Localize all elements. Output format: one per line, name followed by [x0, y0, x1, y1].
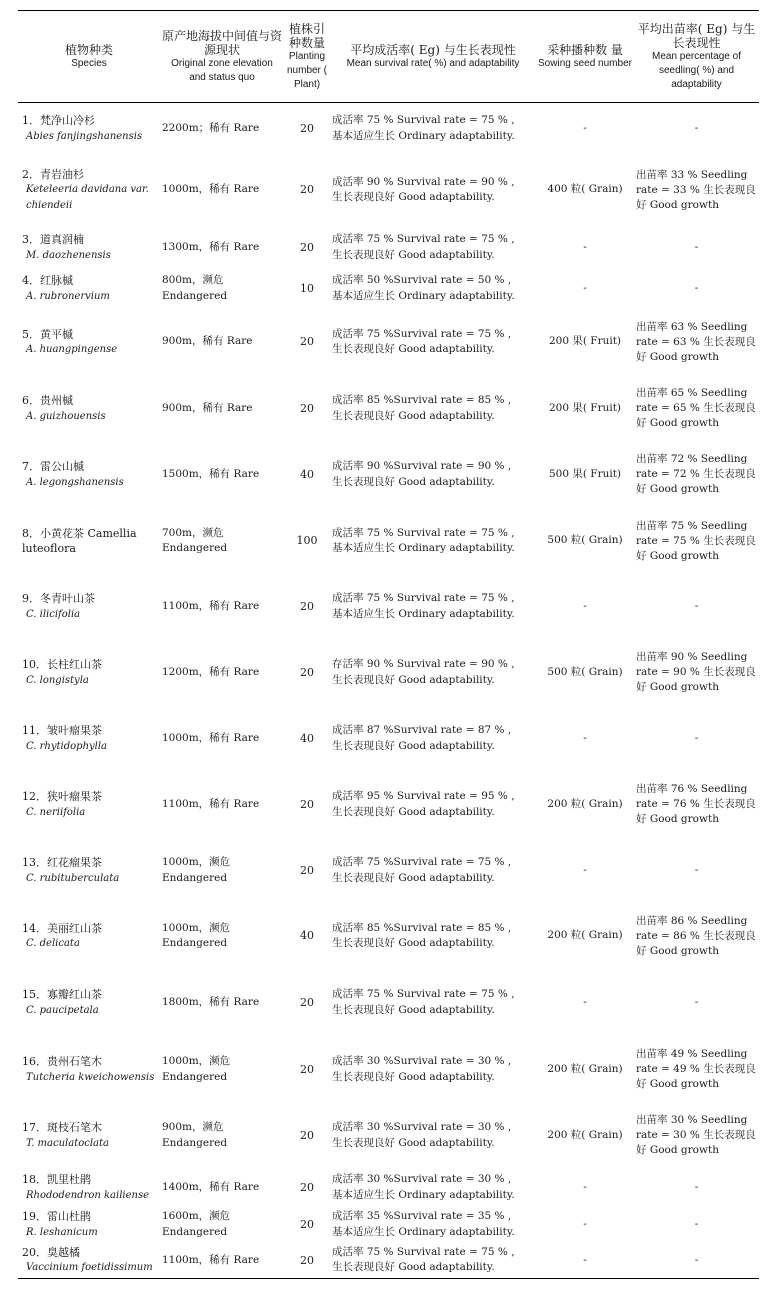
zone-cell	[160, 270, 284, 308]
species-chinese-name: 1．梵净山冷杉	[22, 114, 95, 128]
species-latin-name: C. neriifolia	[26, 806, 86, 818]
table-row	[18, 441, 759, 509]
zone-status-english: Endangered	[162, 1225, 228, 1238]
planting-number: 20	[300, 1180, 314, 1194]
species-latin-name: A. guizhouensis	[26, 410, 106, 422]
species-latin-name: Abies fanjingshanensis	[26, 130, 143, 142]
survival-adaptability: 生长表现良好 Good adaptability.	[332, 248, 495, 261]
seedling-cell: 出苗率 65 % Seedling rate = 65 % 生长表现良好 Good growth	[636, 387, 756, 429]
survival-adaptability: 基本适应生长 Ordinary adaptability.	[332, 1188, 515, 1201]
planting-number: 20	[300, 995, 314, 1009]
planting-number: 20	[300, 240, 314, 254]
table-row	[18, 103, 759, 155]
planting-number: 10	[300, 281, 314, 295]
survival-cell	[330, 270, 536, 308]
table-row	[18, 640, 759, 706]
species-latin-name: C. delicata	[26, 938, 80, 949]
survival-adaptability: 生长表现良好 Good adaptability.	[332, 409, 495, 422]
survival-adaptability: 生长表现良好 Good adaptability.	[332, 937, 495, 949]
sowing-seed-number: 200 粒( Grain)	[547, 1062, 623, 1075]
survival-cell	[330, 706, 536, 772]
species-chinese-name: 20．臭越橘	[22, 1245, 80, 1259]
species-latin-name: T. maculatoclata	[26, 1137, 109, 1149]
seedling-cell: -	[694, 1181, 699, 1193]
survival-cell	[330, 904, 536, 969]
zone-cell	[160, 706, 284, 772]
seedling-cell: -	[694, 122, 699, 135]
sowing-seed-number: 500 粒( Grain)	[547, 534, 623, 547]
zone-elevation-status: 1000m，濒危	[162, 921, 231, 934]
species-latin-name: Keteleeria davidana var. chiendeii	[26, 184, 149, 211]
survival-adaptability: 基本适应生长 Ordinary adaptability.	[332, 129, 515, 142]
survival-adaptability: 基本适应生长 Ordinary adaptability.	[332, 542, 515, 554]
sowing-seed-number: 200 果( Fruit)	[548, 335, 622, 348]
survival-adaptability: 生长表现良好 Good adaptability.	[332, 1003, 495, 1016]
survival-rate: 成活率 75 % Survival rate = 75 % ,	[332, 1245, 515, 1258]
zone-elevation-status: 1000m，稀有 Rare	[162, 183, 260, 196]
zone-cell	[160, 226, 284, 270]
survival-cell	[330, 377, 536, 441]
zone-cell	[160, 969, 284, 1037]
species-cell	[18, 1037, 160, 1103]
zone-elevation-status: 1200m，稀有 Rare	[162, 665, 260, 678]
survival-adaptability: 生长表现良好 Good adaptability.	[332, 1136, 495, 1149]
survival-rate: 成活率 75 %Survival rate = 75 % ,	[332, 856, 512, 868]
zone-cell	[160, 1207, 284, 1243]
survival-rate: 存活率 90 % Survival rate = 90 % ,	[332, 658, 515, 670]
seedling-cell: 出苗率 90 % Seedling rate = 90 % 生长表现良好 Good growth	[636, 651, 756, 693]
species-latin-name: A. legongshanensis	[26, 476, 124, 488]
sowing-seed-number: -	[583, 281, 587, 294]
header-seedling: 平均出苗率( Eg) 与生长表现性 Mean percentage of seedling( %) and adaptability	[637, 21, 756, 90]
survival-rate: 成活率 85 %Survival rate = 85 % ,	[332, 921, 512, 934]
zone-cell	[160, 441, 284, 509]
species-cell	[18, 969, 160, 1037]
zone-cell	[160, 772, 284, 838]
survival-adaptability: 生长表现良好 Good adaptability.	[332, 475, 495, 488]
species-chinese-name: 18．凯里杜鹃	[22, 1173, 91, 1186]
zone-elevation-status: 1500m，稀有 Rare	[162, 467, 260, 480]
zone-cell	[160, 1037, 284, 1103]
survival-rate: 成活率 75 % Survival rate = 75 % ,	[332, 233, 515, 245]
zone-elevation-status: 1400m，稀有 Rare	[162, 1180, 260, 1193]
survival-rate: 成活率 35 %Survival rate = 35 % ,	[332, 1210, 512, 1222]
seedling-cell: 出苗率 33 % Seedling rate = 33 % 生长表现良好 Good growth	[636, 168, 756, 211]
table-row	[18, 155, 759, 226]
survival-rate: 成活率 30 %Survival rate = 30 % ,	[332, 1173, 512, 1185]
survival-adaptability: 生长表现良好 Good adaptability.	[332, 1261, 495, 1274]
survival-rate: 成活率 30 %Survival rate = 30 % ,	[332, 1121, 512, 1133]
species-chinese-name: 19．雷山杜鹃	[22, 1210, 91, 1223]
species-latin-name: R. leshanicum	[26, 1226, 98, 1238]
table-row	[18, 969, 759, 1037]
seedling-cell: -	[694, 1253, 699, 1266]
survival-rate: 成活率 85 %Survival rate = 85 % ,	[332, 394, 512, 406]
seedling-cell: -	[694, 864, 699, 876]
sowing-seed-number: -	[583, 122, 587, 134]
zone-status-english: Endangered	[162, 289, 228, 302]
seedling-cell: 出苗率 86 % Seedling rate = 86 % 生长表现良好 Good growth	[636, 914, 756, 957]
planting-number: 20	[300, 1128, 314, 1142]
species-chinese-name: 7．雷公山槭	[22, 460, 84, 473]
species-latin-name: C. ilicifolia	[26, 608, 81, 620]
seedling-cell: 出苗率 76 % Seedling rate = 76 % 生长表现良好 Good growth	[636, 783, 756, 825]
zone-elevation-status: 900m，稀有 Rare	[162, 401, 253, 414]
species-latin-name: C. longistyla	[26, 674, 89, 686]
survival-adaptability: 基本适应生长 Ordinary adaptability.	[332, 607, 515, 620]
survival-cell	[330, 226, 536, 270]
header-survival: 平均成活率( Eg) 与生长表现性 Mean survival rate( %) and adaptability	[346, 42, 520, 69]
zone-elevation-status: 900m，濒危	[162, 1121, 224, 1133]
survival-cell	[330, 1243, 536, 1279]
survival-rate: 成活率 75 %Survival rate = 75 % ,	[332, 327, 512, 340]
survival-cell	[330, 155, 536, 226]
table-row	[18, 838, 759, 904]
sowing-seed-number: -	[583, 599, 587, 612]
survival-cell	[330, 1207, 536, 1243]
zone-elevation-status: 1000m，濒危	[162, 856, 231, 868]
table-row	[18, 509, 759, 574]
zone-cell	[160, 1103, 284, 1169]
zone-cell	[160, 1243, 284, 1279]
planting-number: 20	[300, 183, 314, 197]
planting-number: 20	[300, 863, 314, 877]
survival-rate: 成活率 90 %Survival rate = 90 % ,	[332, 460, 512, 472]
species-chinese-name: 5．黄平槭	[22, 327, 73, 341]
zone-elevation-status: 1600m，濒危	[162, 1210, 231, 1222]
species-chinese-name: 6．贵州槭	[22, 394, 73, 407]
planting-number: 40	[300, 467, 314, 481]
species-cell	[18, 772, 160, 838]
survival-rate: 成活率 87 %Survival rate = 87 % ,	[332, 724, 512, 736]
zone-status-english: Endangered	[162, 1070, 228, 1083]
survival-cell	[330, 509, 536, 574]
species-chinese-name: 9．冬青叶山茶	[22, 592, 95, 605]
species-cell	[18, 308, 160, 377]
survival-adaptability: 生长表现良好 Good adaptability.	[332, 673, 495, 686]
species-cell	[18, 1207, 160, 1243]
survival-rate: 成活率 30 %Survival rate = 30 % ,	[332, 1055, 512, 1067]
sowing-seed-number: -	[583, 1217, 587, 1230]
sowing-seed-number: 200 粒( Grain)	[547, 929, 623, 942]
seedling-cell: -	[694, 241, 699, 253]
survival-cell	[330, 1169, 536, 1207]
species-cell	[18, 1103, 160, 1169]
species-cell	[18, 640, 160, 706]
species-cell	[18, 574, 160, 640]
survival-adaptability: 生长表现良好 Good adaptability.	[332, 871, 495, 884]
table-row	[18, 706, 759, 772]
survival-cell	[330, 1103, 536, 1169]
planting-number: 20	[300, 122, 314, 135]
seedling-cell: -	[694, 282, 699, 294]
survival-cell	[330, 441, 536, 509]
species-latin-name: C. rubituberculata	[26, 872, 120, 884]
survival-cell	[330, 574, 536, 640]
table-row	[18, 308, 759, 377]
species-cell	[18, 1169, 160, 1207]
planting-number: 20	[300, 401, 314, 415]
survival-rate: 成活率 90 % Survival rate = 90 % ,	[332, 175, 515, 188]
species-chinese-name: 14．美丽红山茶	[22, 921, 102, 935]
planting-number: 40	[300, 929, 314, 943]
zone-status-english: Endangered	[162, 871, 228, 884]
header-planting: 植株引种数量 Planting number ( Plant)	[286, 21, 327, 90]
zone-cell	[160, 904, 284, 969]
species-cell	[18, 904, 160, 969]
seedling-cell: -	[694, 732, 699, 744]
zone-elevation-status: 800m，濒危	[162, 274, 224, 286]
sowing-seed-number: 200 果( Fruit)	[548, 401, 622, 414]
species-cell	[18, 226, 160, 270]
planting-number: 20	[300, 665, 314, 679]
survival-adaptability: 生长表现良好 Good adaptability.	[332, 805, 495, 818]
zone-cell	[160, 155, 284, 226]
survival-cell	[330, 838, 536, 904]
header-sowing: 采种播种数 量 Sowing seed number	[538, 42, 632, 69]
species-chinese-name: 15．寡瓣红山茶	[22, 988, 102, 1001]
species-cell	[18, 103, 160, 155]
table-row	[18, 1103, 759, 1169]
seedling-cell: 出苗率 75 % Seedling rate = 75 % 生长表现良好 Good growth	[636, 519, 756, 562]
zone-status-english: Endangered	[162, 937, 228, 949]
planting-number: 20	[300, 599, 314, 613]
zone-elevation-status: 900m，稀有 Rare	[162, 335, 253, 348]
table-row	[18, 574, 759, 640]
species-chinese-name: 16．贵州石笔木	[22, 1055, 102, 1068]
survival-cell	[330, 640, 536, 706]
zone-cell	[160, 103, 284, 155]
seedling-cell: 出苗率 63 % Seedling rate = 63 % 生长表现良好 Good growth	[636, 320, 756, 363]
table-row	[18, 772, 759, 838]
header-row	[18, 11, 759, 103]
table-row	[18, 226, 759, 270]
species-cell	[18, 377, 160, 441]
species-chinese-name: 8．小黄花茶 Camellia luteoflora	[22, 526, 137, 555]
planting-number: 40	[300, 731, 314, 745]
survival-cell	[330, 1037, 536, 1103]
species-latin-name: A. rubronervium	[26, 290, 110, 302]
species-table	[18, 10, 759, 1279]
species-chinese-name: 4．红脉槭	[22, 274, 73, 287]
seedling-cell: 出苗率 49 % Seedling rate = 49 % 生长表现良好 Good growth	[636, 1048, 756, 1090]
zone-elevation-status: 700m，濒危	[162, 526, 224, 539]
species-chinese-name: 10．长柱红山茶	[22, 658, 102, 671]
species-cell	[18, 509, 160, 574]
sowing-seed-number: -	[583, 1180, 587, 1193]
zone-elevation-status: 1100m，稀有 Rare	[162, 797, 260, 810]
survival-rate: 成活率 75 % Survival rate = 75 % ,	[332, 592, 515, 604]
seedling-cell: -	[694, 996, 699, 1008]
header-zone: 原产地海拔中间值与资源现状 Original zone elevation and status quo	[162, 28, 283, 83]
survival-adaptability: 生长表现良好 Good adaptability.	[332, 1070, 495, 1083]
planting-number: 20	[300, 335, 314, 349]
zone-cell	[160, 838, 284, 904]
species-chinese-name: 17．斑枝石笔木	[22, 1121, 102, 1134]
zone-cell	[160, 574, 284, 640]
zone-cell	[160, 640, 284, 706]
species-latin-name: A. huangpingense	[26, 344, 118, 355]
zone-elevation-status: 1300m，稀有 Rare	[162, 240, 260, 253]
species-latin-name: C. paucipetala	[26, 1004, 99, 1016]
seedling-cell: -	[694, 1218, 699, 1230]
survival-rate: 成活率 75 % Survival rate = 75 % ,	[332, 114, 515, 127]
header-species: 植物种类 Species	[64, 42, 113, 69]
sowing-seed-number: -	[583, 1253, 587, 1266]
zone-elevation-status: 1000m，濒危	[162, 1055, 231, 1067]
survival-rate: 成活率 95 % Survival rate = 95 % ,	[332, 790, 515, 802]
survival-adaptability: 基本适应生长 Ordinary adaptability.	[332, 289, 515, 302]
sowing-seed-number: -	[583, 863, 587, 876]
survival-cell	[330, 103, 536, 155]
survival-adaptability: 生长表现良好 Good adaptability.	[332, 739, 495, 752]
zone-status-english: Endangered	[162, 1136, 228, 1149]
survival-rate: 成活率 75 % Survival rate = 75 % ,	[332, 526, 515, 539]
species-latin-name: Rhododendron kailiense	[26, 1189, 150, 1201]
sowing-seed-number: -	[583, 995, 587, 1008]
zone-cell	[160, 1169, 284, 1207]
table-row	[18, 1243, 759, 1279]
planting-number: 20	[300, 1253, 314, 1267]
table-row	[18, 270, 759, 308]
planting-number: 20	[300, 797, 314, 811]
sowing-seed-number: -	[583, 731, 587, 744]
species-cell	[18, 1243, 160, 1279]
zone-status-english: Endangered	[162, 542, 228, 554]
table-body	[18, 103, 759, 1279]
species-cell	[18, 838, 160, 904]
survival-cell	[330, 772, 536, 838]
species-chinese-name: 12．狭叶瘤果茶	[22, 790, 102, 803]
zone-elevation-status: 1000m，稀有 Rare	[162, 731, 260, 744]
seedling-cell: 出苗率 72 % Seedling rate = 72 % 生长表现良好 Good growth	[636, 453, 756, 495]
survival-rate: 成活率 50 %Survival rate = 50 % ,	[332, 274, 512, 286]
sowing-seed-number: 200 粒( Grain)	[547, 797, 623, 810]
survival-adaptability: 基本适应生长 Ordinary adaptability.	[332, 1225, 515, 1238]
species-latin-name: Tutcheria kweichowensis	[26, 1071, 155, 1083]
table-row	[18, 377, 759, 441]
seedling-cell: 出苗率 30 % Seedling rate = 30 % 生长表现良好 Good growth	[636, 1114, 756, 1156]
zone-cell	[160, 308, 284, 377]
survival-rate: 成活率 75 % Survival rate = 75 % ,	[332, 988, 515, 1000]
zone-cell	[160, 377, 284, 441]
zone-elevation-status: 1800m，稀有 Rare	[162, 995, 260, 1008]
species-latin-name: Vaccinium foetidissimum	[26, 1262, 153, 1274]
species-latin-name: M. daozhenensis	[26, 249, 111, 261]
survival-cell	[330, 969, 536, 1037]
zone-cell	[160, 509, 284, 574]
sowing-seed-number: -	[583, 240, 587, 253]
sowing-seed-number: 400 粒( Grain)	[547, 183, 623, 196]
species-chinese-name: 13．红花瘤果茶	[22, 856, 102, 869]
species-cell	[18, 155, 160, 226]
planting-number: 20	[300, 1062, 314, 1076]
planting-number: 20	[300, 1217, 314, 1231]
survival-adaptability: 生长表现良好 Good adaptability.	[332, 191, 495, 203]
seedling-cell: -	[694, 600, 699, 612]
survival-cell	[330, 308, 536, 377]
sowing-seed-number: 500 果( Fruit)	[548, 467, 622, 480]
zone-elevation-status: 1100m，稀有 Rare	[162, 1253, 260, 1266]
sowing-seed-number: 500 粒( Grain)	[547, 665, 623, 678]
species-cell	[18, 706, 160, 772]
table-row	[18, 1169, 759, 1207]
species-chinese-name: 11．皱叶瘤果茶	[22, 724, 102, 737]
planting-number: 100	[296, 534, 318, 548]
zone-elevation-status: 2200m；稀有 Rare	[162, 122, 260, 134]
species-cell	[18, 441, 160, 509]
species-chinese-name: 3．道真润楠	[22, 233, 84, 246]
species-cell	[18, 270, 160, 308]
table-row	[18, 904, 759, 969]
species-chinese-name: 2．青岩油杉	[22, 167, 84, 181]
sowing-seed-number: 200 粒( Grain)	[547, 1128, 623, 1141]
species-latin-name: C. rhytidophylla	[26, 740, 108, 752]
survival-adaptability: 生长表现良好 Good adaptability.	[332, 343, 495, 355]
zone-elevation-status: 1100m，稀有 Rare	[162, 599, 260, 612]
table-row	[18, 1037, 759, 1103]
table-row	[18, 1207, 759, 1243]
